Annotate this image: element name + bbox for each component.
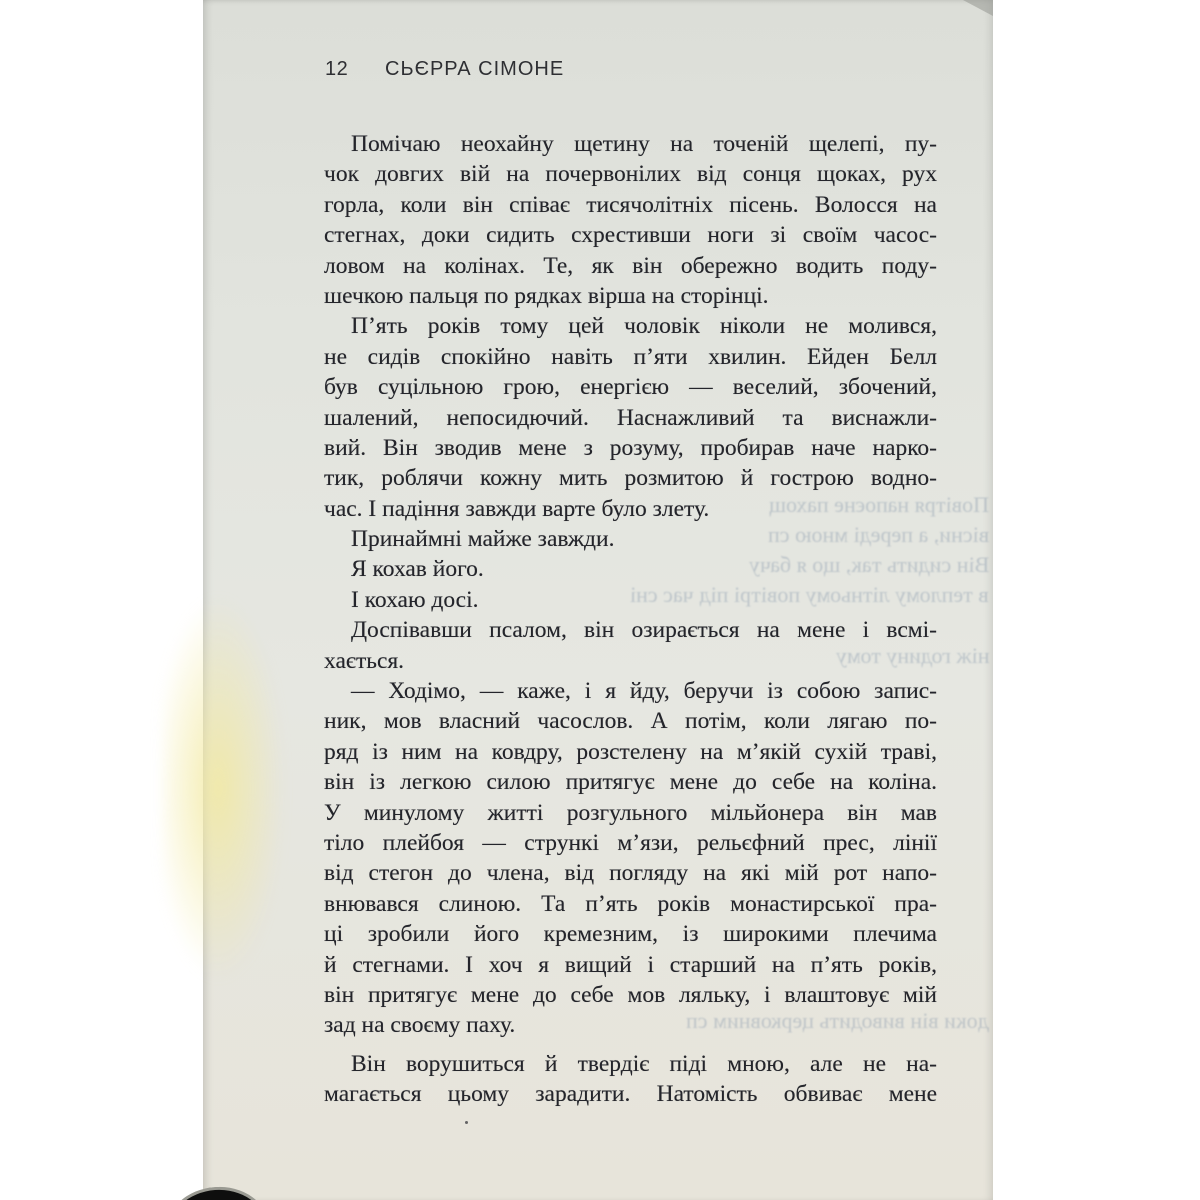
page-header [203, 58, 993, 84]
text-line: він притягує мене до себе мов ляльку, і влаштовує мій [324, 981, 937, 1008]
text-line: й стегнами. І хоч я вищий і старший на п’ять років, [324, 951, 937, 978]
bleedthrough-text: ніж годину тому [835, 643, 989, 668]
ink-speck [465, 1121, 468, 1124]
text-line: — Ходімо, — каже, і я йду, беручи із собою запис- [351, 678, 937, 705]
text-line: від стегон до члена, від погляду на які мій рот напо- [324, 860, 937, 887]
text-line: вий. Він зводив мене з розуму, пробирав наче нарко- [324, 434, 937, 461]
text-line: внювався слиною. Та п’ять років монастирської пра- [324, 890, 937, 917]
text-line: шечкою пальця по рядках вірша на сторінці. [324, 282, 769, 309]
text-line: ряд із ним на ковдру, розстелену на м’якій сухій траві, [324, 738, 937, 765]
paragraph [324, 585, 937, 615]
text-line: Доспівавши псалом, він озирається на мене і всмі- [351, 617, 937, 644]
text-line: не сидів спокійно навіть п’яти хвилин. Ейден Белл [324, 343, 937, 370]
text-line: ці зробили його кремезним, із широкими плечима [324, 921, 937, 948]
page-corner-shade [963, 0, 993, 16]
text-line: хається. [324, 647, 405, 674]
text-line: П’ять років тому цей чоловік ніколи не молився, [351, 313, 937, 340]
paragraph [324, 1049, 937, 1110]
text-line: тик, роблячи кожну мить розмитою й гострою водно- [324, 465, 937, 492]
paragraph [324, 311, 937, 524]
text-line: був суцільною грою, енергією — веселий, збочений, [324, 374, 937, 401]
running-title: СЬЄРРА СІМОНЕ [385, 58, 565, 80]
text-line: І кохаю досі. [351, 586, 479, 613]
text-line: ник, мов власний часослов. А потім, коли лягаю по- [324, 708, 937, 735]
bleedthrough-text: вісни, а переді мною сп [767, 522, 989, 547]
book-page [203, 0, 993, 1200]
page-number: 12 [325, 58, 349, 80]
text-line: горла, коли він співає тисячолітніх пісень. Волосся на [324, 191, 937, 218]
paragraph [324, 129, 937, 311]
paragraph [324, 554, 937, 584]
text-line: Я кохав його. [351, 556, 484, 583]
text-line: У минулому житті розгульного мільйонера він мав [324, 799, 937, 826]
bleedthrough-text: Він сидить так, що я бачу [748, 552, 989, 577]
text-line: тіло плейбоя — стрункі м’язи, рельєфний прес, лінії [324, 829, 937, 856]
text-line: Принаймні майже завжди. [351, 526, 615, 553]
text-line: час. І падіння завжди варте було злету. [324, 495, 710, 522]
text-line: магається цьому зарадити. Натомість обвиває мене [324, 1081, 937, 1108]
text-line: стегнах, доки сидить схрестивши ноги зі своїм часос- [324, 222, 937, 249]
text-line: ловом на колінах. Те, як він обережно водить поду- [324, 252, 937, 279]
paragraph [324, 676, 937, 1041]
bleedthrough-text: в теплому літньому повітрі під час сні [630, 582, 989, 607]
body-text [324, 129, 937, 1110]
text-line: він із легкою силою притягує мене до себе на коліна. [324, 769, 937, 796]
bleedthrough-text: доки він виводить церковним сп [686, 1008, 989, 1033]
text-line: шалений, непосидючий. Наснажливий та виснажли- [324, 404, 937, 431]
text-line: Помічаю неохайну щетину на точеній щелепі, пу- [351, 131, 937, 157]
paragraph [324, 615, 937, 676]
text-line: зад на своєму паху. [324, 1012, 516, 1039]
text-line: Він ворушиться й твердіє піді мною, але не на- [351, 1050, 937, 1077]
bleedthrough-text: Повітря напоєне пахощ [768, 492, 989, 517]
text-line: чок довгих вій на почервонілих від сонця щоках, рух [324, 161, 937, 188]
paragraph [324, 524, 937, 554]
